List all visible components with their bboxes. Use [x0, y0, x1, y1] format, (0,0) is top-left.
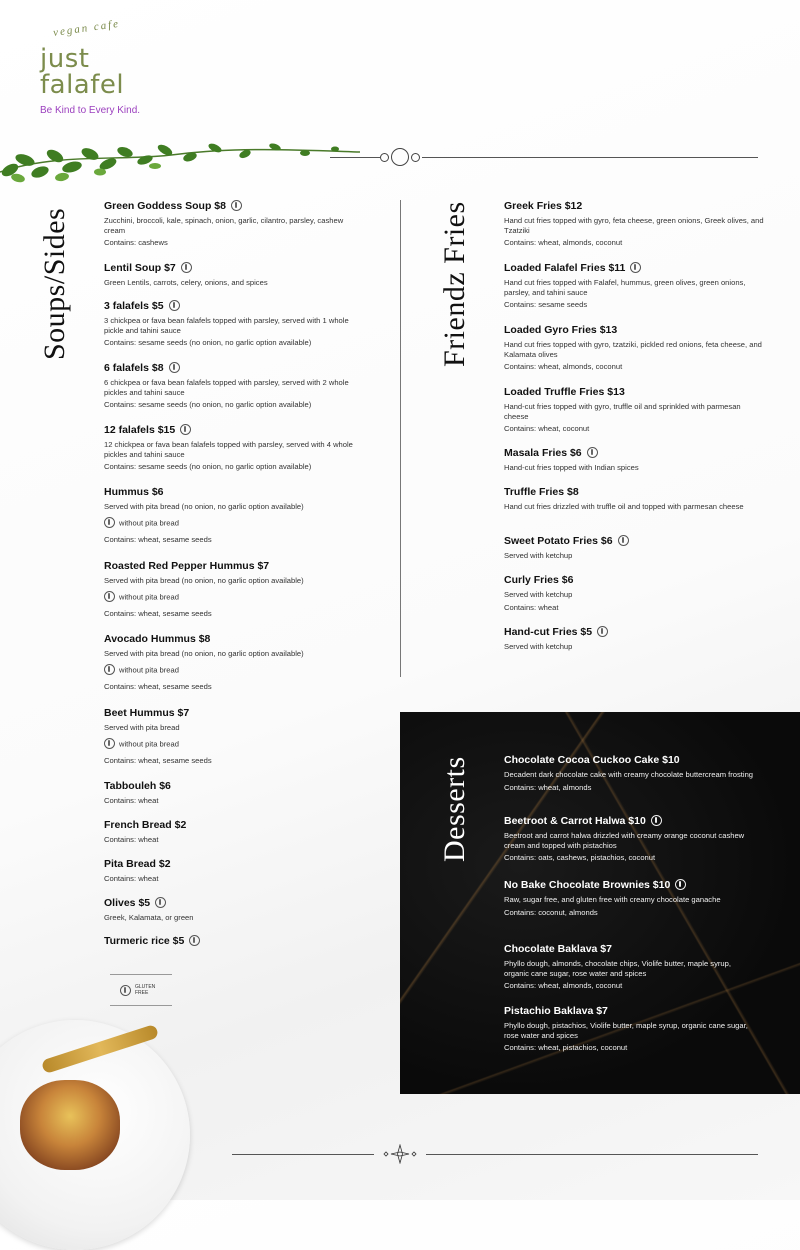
- gluten-free-option: without pita bread: [119, 665, 179, 675]
- menu-item: [104, 486, 364, 544]
- logo-arc-text: vegan cafe: [52, 17, 121, 39]
- bottom-divider-left: [232, 1154, 374, 1155]
- item-description: Hand cut fries topped with gyro, tzatziki, pickled red onions, feta cheese, and Kalamata olives: [504, 340, 762, 359]
- dessert-cake-photo: [20, 1080, 120, 1170]
- item-allergens: Contains: sesame seeds (no onion, no garlic option available): [104, 400, 312, 410]
- gluten-free-icon: [181, 262, 192, 273]
- item-allergens: Contains: wheat, almonds, coconut: [504, 981, 623, 991]
- item-name: Roasted Red Pepper Hummus $7: [104, 560, 270, 572]
- item-description: Green Lentils, carrots, celery, onions, and spices: [104, 278, 268, 287]
- legend-line-2: FREE: [135, 990, 149, 996]
- item-allergens: Contains: wheat, almonds, coconut: [504, 238, 623, 248]
- gluten-free-option: without pita bread: [119, 518, 179, 528]
- gluten-free-icon: [104, 517, 115, 528]
- item-description: Hand cut fries topped with gyro, feta cheese, green onions, Greek olives, and Tzatziki: [504, 216, 764, 235]
- item-name: French Bread $2: [104, 819, 187, 831]
- menu-item: [104, 858, 364, 883]
- item-name: Masala Fries $6: [504, 447, 582, 459]
- item-description: Hand cut fries topped with Falafel, hummus, green olives, green onions, parsley, and tahini sauce: [504, 278, 746, 297]
- gluten-free-icon: [189, 935, 200, 946]
- item-name: Sweet Potato Fries $6: [504, 535, 613, 547]
- item-name: Truffle Fries $8: [504, 486, 579, 498]
- menu-item: [104, 362, 364, 409]
- item-name: Hand-cut Fries $5: [504, 626, 593, 638]
- menu-item: [504, 943, 754, 990]
- logo-line-2: falafel: [40, 70, 125, 100]
- gluten-free-icon: [104, 591, 115, 602]
- menu-item: [504, 262, 766, 309]
- legend-line-1: GLUTEN: [135, 984, 156, 990]
- item-allergens: Contains: wheat: [104, 874, 159, 883]
- item-description: Hand-cut fries topped with Indian spices: [504, 463, 639, 472]
- menu-item: [504, 754, 754, 792]
- menu-item: [504, 535, 766, 561]
- item-name: Curly Fries $6: [504, 574, 574, 586]
- item-description: Served with pita bread: [104, 723, 180, 732]
- item-name: Loaded Truffle Fries $13: [504, 386, 625, 398]
- item-name: Beetroot & Carrot Halwa $10: [504, 815, 646, 827]
- item-description: Greek, Kalamata, or green: [104, 913, 194, 922]
- item-description: Served with pita bread (no onion, no garlic option available): [104, 649, 304, 658]
- section-title-desserts: Desserts: [438, 756, 471, 862]
- desserts-panel: [400, 712, 800, 1094]
- item-description: Phyllo dough, almonds, chocolate chips, Violife butter, maple syrup, organic cane sugar, rose water and spices: [504, 959, 731, 978]
- column-separator: [400, 200, 401, 677]
- item-description: 3 chickpea or fava bean falafels topped with parsley, served with 1 whole pickle and tahini sauce: [104, 316, 349, 335]
- menu-item: [104, 560, 364, 618]
- gluten-free-icon: [104, 738, 115, 749]
- item-description: 6 chickpea or fava bean falafels topped with parsley, served with 2 whole pickles and tahini sauce: [104, 378, 349, 397]
- item-description: Decadent dark chocolate cake with creamy chocolate buttercream frosting: [504, 770, 754, 779]
- item-name: Pita Bread $2: [104, 858, 171, 870]
- gluten-free-icon: [618, 535, 629, 546]
- item-allergens: Contains: cashews: [104, 238, 168, 248]
- item-description: Zucchini, broccoli, kale, spinach, onion, garlic, cilantro, parsley, cashew cream: [104, 216, 344, 235]
- item-description: Served with pita bread (no onion, no garlic option available): [104, 576, 304, 585]
- gluten-free-icon: [651, 815, 662, 826]
- top-divider-left: [330, 157, 380, 158]
- item-allergens: Contains: wheat: [104, 796, 159, 805]
- section-title-friendz-fries: Friendz Fries: [438, 201, 471, 367]
- item-name: Avocado Hummus $8: [104, 633, 211, 645]
- item-allergens: Contains: wheat: [104, 835, 159, 844]
- item-name: Olives $5: [104, 897, 151, 909]
- item-description: Served with ketchup: [504, 590, 573, 599]
- item-name: Chocolate Baklava $7: [504, 943, 612, 955]
- menu-item: [104, 897, 364, 923]
- item-name: Chocolate Cocoa Cuckoo Cake $10: [504, 754, 680, 766]
- gluten-free-icon: [597, 626, 608, 637]
- menu-item: [504, 815, 754, 862]
- menu-item: [504, 447, 766, 473]
- item-name: 12 falafels $15: [104, 424, 176, 436]
- gluten-free-legend: [110, 974, 172, 1006]
- item-allergens: Contains: wheat: [504, 602, 559, 612]
- menu-item: [504, 324, 766, 371]
- menu-item: [104, 300, 364, 347]
- item-description: 12 chickpea or fava bean falafels topped with parsley, served with 4 whole pickles and tahini sauce: [104, 440, 353, 459]
- gluten-free-icon: [155, 897, 166, 908]
- gluten-free-icon: [587, 447, 598, 458]
- item-allergens: Contains: wheat, coconut: [504, 424, 590, 434]
- item-allergens: Contains: wheat, almonds, coconut: [504, 362, 623, 372]
- item-allergens: Contains: wheat, pistachios, coconut: [504, 1043, 628, 1053]
- menu-item: [104, 262, 364, 288]
- item-allergens: Contains: wheat, almonds: [504, 782, 592, 792]
- item-name: Loaded Gyro Fries $13: [504, 324, 618, 336]
- item-description: Served with ketchup: [504, 642, 573, 651]
- sparkle-ornament-icon: [376, 1144, 424, 1164]
- menu-item: [504, 200, 766, 247]
- item-description: Hand cut fries drizzled with truffle oil and topped with parmesan cheese: [504, 502, 744, 511]
- ornament-dot-left: [380, 153, 389, 162]
- item-name: 3 falafels $5: [104, 300, 164, 312]
- item-allergens: Contains: wheat, sesame seeds: [104, 608, 212, 618]
- menu-item: [504, 879, 754, 917]
- menu-item: [104, 780, 364, 805]
- item-name: Turmeric rice $5: [104, 935, 185, 947]
- item-name: Greek Fries $12: [504, 200, 583, 212]
- gluten-free-icon: [180, 424, 191, 435]
- item-name: Green Goddess Soup $8: [104, 200, 226, 212]
- gluten-free-icon: [169, 300, 180, 311]
- menu-item: [104, 633, 364, 691]
- menu-item: [104, 935, 364, 947]
- section-title-soups-sides: Soups/Sides: [38, 207, 71, 360]
- item-description: Served with pita bread (no onion, no garlic option available): [104, 502, 304, 511]
- menu-item: [504, 1005, 754, 1052]
- gluten-free-icon: [104, 664, 115, 675]
- menu-item: [504, 626, 766, 652]
- item-allergens: Contains: sesame seeds (no onion, no garlic option available): [104, 462, 312, 472]
- menu-item: [504, 574, 766, 612]
- logo-line-1: just: [40, 44, 90, 74]
- item-name: 6 falafels $8: [104, 362, 164, 374]
- item-name: Pistachio Baklava $7: [504, 1005, 608, 1017]
- item-name: Tabbouleh $6: [104, 780, 171, 792]
- item-name: Hummus $6: [104, 486, 164, 498]
- item-allergens: Contains: sesame seeds: [504, 300, 588, 310]
- item-description: Beetroot and carrot halwa drizzled with creamy orange coconut cashew cream and topped with pistachios: [504, 831, 745, 850]
- item-description: Hand-cut fries topped with gyro, truffle oil and sprinkled with parmesan cheese: [504, 402, 741, 421]
- gluten-free-option: without pita bread: [119, 592, 179, 602]
- item-allergens: Contains: wheat, sesame seeds: [104, 755, 212, 765]
- ornament-dot-right: [411, 153, 420, 162]
- gluten-free-option: without pita bread: [119, 739, 179, 749]
- item-allergens: Contains: wheat, sesame seeds: [104, 534, 212, 544]
- menu-item: [504, 486, 766, 512]
- gluten-free-icon: [630, 262, 641, 273]
- gluten-free-icon: [231, 200, 242, 211]
- item-description: Served with ketchup: [504, 551, 573, 560]
- gluten-free-icon: [120, 985, 131, 996]
- item-allergens: Contains: coconut, almonds: [504, 907, 598, 917]
- menu-item: [104, 424, 364, 471]
- tagline: Be Kind to Every Kind.: [40, 105, 141, 116]
- menu-item: [104, 819, 364, 844]
- bottom-divider-right: [426, 1154, 758, 1155]
- item-description: Raw, sugar free, and gluten free with creamy chocolate ganache: [504, 895, 721, 904]
- item-name: Beet Hummus $7: [104, 707, 190, 719]
- item-allergens: Contains: sesame seeds (no onion, no garlic option available): [104, 338, 312, 348]
- item-name: No Bake Chocolate Brownies $10: [504, 879, 671, 891]
- top-divider-right: [422, 157, 758, 158]
- menu-item: [504, 386, 766, 433]
- item-allergens: Contains: oats, cashews, pistachios, coconut: [504, 853, 656, 863]
- item-allergens: Contains: wheat, sesame seeds: [104, 681, 212, 691]
- vine-decoration: [0, 132, 360, 187]
- item-name: Loaded Falafel Fries $11: [504, 262, 626, 274]
- item-name: Lentil Soup $7: [104, 262, 176, 274]
- gluten-free-icon: [675, 879, 686, 890]
- gluten-free-icon: [169, 362, 180, 373]
- ornament-dot-center: [391, 148, 409, 166]
- menu-item: [104, 707, 364, 765]
- item-description: Phyllo dough, pistachios, Violife butter, maple syrup, organic cane sugar, rose water and spices: [504, 1021, 748, 1040]
- menu-item: [104, 200, 364, 247]
